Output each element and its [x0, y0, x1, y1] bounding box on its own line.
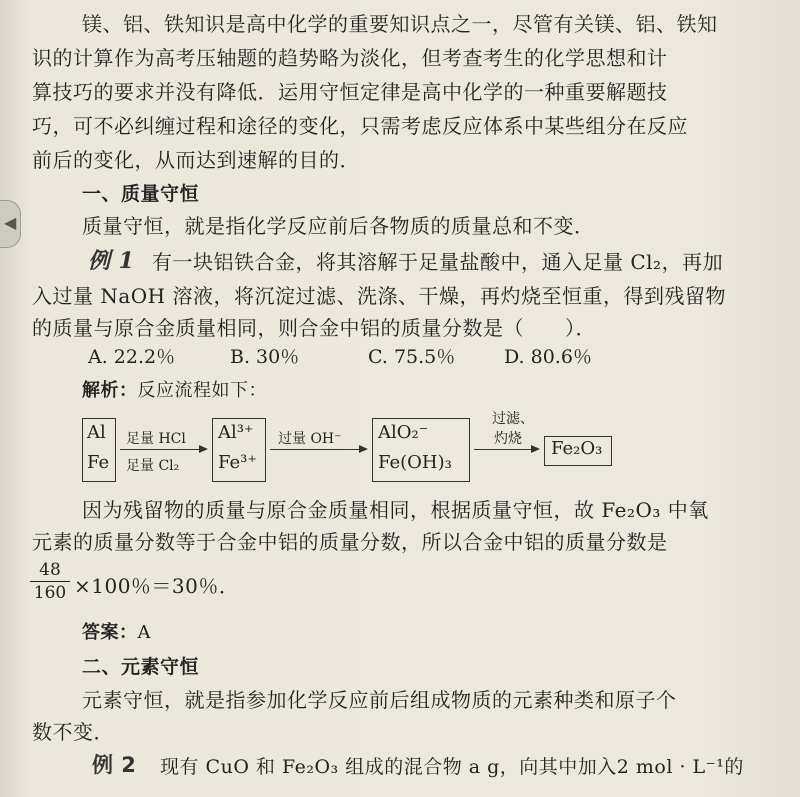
- example-2-text: 现有 CuO 和 Fe₂O₃ 组成的混合物 a g，向其中加入2 mol · L⁻¹的: [160, 756, 744, 778]
- explanation-line-2: 元素的质量分数等于合金中铝的质量分数，所以合金中铝的质量分数是: [32, 530, 668, 554]
- fraction: [30, 560, 70, 603]
- fraction-denominator: 160: [33, 583, 67, 603]
- option-b: B. 30％: [230, 346, 300, 368]
- flow-arrow-3: [474, 449, 538, 450]
- flow-arrow-1: [120, 449, 206, 450]
- flow-box2-top: Al³⁺: [218, 422, 254, 443]
- answer: [82, 618, 151, 644]
- fraction-numerator: 48: [39, 560, 61, 580]
- flow-box3-bottom: Fe(OH)₃: [378, 452, 452, 473]
- answer-value: A: [137, 622, 151, 643]
- fraction-bar: [30, 581, 70, 582]
- arrow-1-bottom-label: 足量 Cl₂: [126, 458, 180, 474]
- explanation-line-1: 因为残留物的质量与原合金质量相同，根据质量守恒，故 Fe₂O₃ 中氧: [82, 498, 709, 522]
- chevron-left-icon: ◀: [4, 213, 17, 232]
- flow-arrow-2: [270, 449, 366, 450]
- example-1-label: 例 1: [88, 248, 135, 274]
- option-c: C. 75.5％: [368, 346, 456, 368]
- analysis-text: 反应流程如下：: [137, 380, 267, 401]
- intro-line-5: 前后的变化，从而达到速解的目的．: [32, 148, 360, 172]
- page-edge-tab[interactable]: [0, 200, 21, 248]
- analysis: [82, 376, 267, 402]
- example-1-line-3: 的质量与原合金质量相同，则合金中铝的质量分数是（ ）．: [32, 316, 596, 340]
- section-1-definition: 质量守恒，就是指化学反应前后各物质的质量总和不变．: [82, 214, 595, 238]
- option-d: D. 80.6％: [504, 346, 592, 368]
- section-2-heading: 二、元素守恒: [82, 656, 200, 678]
- arrow-3-top-label-1: 过滤、: [492, 411, 534, 427]
- flow-box3-top: AlO₂⁻: [378, 422, 429, 443]
- option-a: A. 22.2％: [88, 346, 176, 368]
- intro-line-1: 镁、铝、铁知识是高中化学的重要知识点之一，尽管有关镁、铝、铁知: [82, 12, 718, 36]
- arrow-1-top-label: 足量 HCl: [126, 431, 186, 447]
- intro-line-3: 算技巧的要求并没有降低．运用守恒定律是高中化学的一种重要解题技: [32, 80, 668, 104]
- section-2-def-line-1: 元素守恒，就是指参加化学反应前后组成物质的元素种类和原子个: [82, 688, 677, 712]
- flow-box2-bottom: Fe³⁺: [218, 452, 257, 473]
- flow-box1-bottom: Fe: [87, 452, 110, 473]
- example-2-label: 例 2: [92, 753, 137, 777]
- example-1-line-1: 有一块铝铁合金，将其溶解于足量盐酸中，通入足量 Cl₂，再加: [152, 250, 724, 274]
- flow-box4: Fe₂O₃: [551, 438, 603, 459]
- fraction-result: ×100％＝30％．: [74, 574, 240, 598]
- example-1-line-2: 入过量 NaOH 溶液，将沉淀过滤、洗涤、干燥，再灼烧至恒重，得到残留物: [32, 284, 726, 308]
- analysis-label: 解析：: [82, 380, 138, 401]
- section-2-def-line-2: 数不变．: [32, 720, 114, 744]
- section-1-heading: 一、质量守恒: [82, 183, 200, 205]
- intro-line-2: 识的计算作为高考压轴题的趋势略为淡化，但考查考生的化学思想和计: [32, 46, 668, 70]
- answer-label: 答案：: [82, 622, 138, 643]
- flow-box1-top: Al: [87, 422, 106, 443]
- arrow-2-top-label: 过量 OH⁻: [278, 431, 342, 447]
- arrow-3-top-label-2: 灼烧: [494, 431, 522, 447]
- intro-line-4: 巧，可不必纠缠过程和途径的变化，只需考虑反应体系中某些组分在反应: [32, 114, 688, 138]
